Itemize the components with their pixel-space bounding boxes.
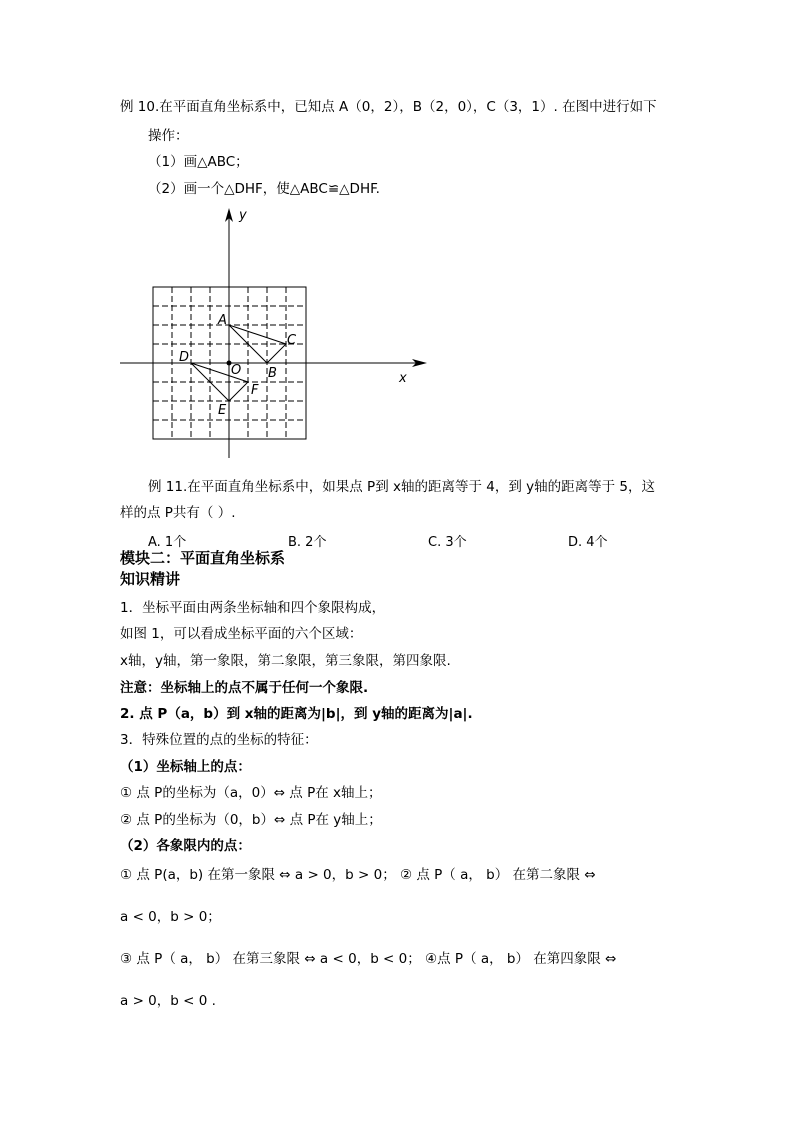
knowledge-p2: 如图 1，可以看成坐标平面的六个区域： [120,626,363,642]
quadrant-line-2: ③ 点 P（ a， b） 在第三象限 ⇔ a < 0，b < 0； ④点 P（ a， b） 在第四象限 ⇔ [120,951,617,967]
knowledge-p1: 1．坐标平面由两条坐标轴和四个象限构成， [120,600,386,616]
condition-2: ② 点 P的坐标为（0，b）⇔ 点 P在 y轴上； [120,812,382,828]
ex10-step1: （1）画△ABC； [148,154,249,170]
quadrant-line-1: ① 点 P(a，b) 在第一象限 ⇔ a > 0，b > 0； ② 点 P（ a， b） 在第二象限 ⇔ [120,867,596,883]
label-d: D [179,350,190,365]
label-e: E [218,403,227,418]
label-b: B [268,366,277,381]
option-d: D. 4个 [568,535,608,550]
knowledge-p3: x轴，y轴，第一象限，第二象限，第三象限，第四象限. [120,653,451,669]
knowledge-note: 注意：坐标轴上的点不属于任何一个象限. [120,680,369,696]
option-b: B. 2个 [288,535,327,550]
quadrant-line-2b: a > 0，b < 0 . [120,993,216,1009]
knowledge-p4: 2. 点 P（a，b）到 x轴的距离为|b|，到 y轴的距离为|a|. [120,706,473,722]
module-title: 模块二：平面直角坐标系 [120,549,286,567]
heading-quadrant-points: （2）各象限内的点： [120,838,251,854]
ex11-line2: 样的点 P共有（ ）. [120,505,236,521]
y-axis-label: y [239,208,247,223]
option-a: A. 1个 [148,535,187,550]
x-axis-label: x [399,371,407,386]
label-f: F [251,383,259,398]
ex10-step2: （2）画一个△DHF，使△ABC≌△DHF. [148,181,380,197]
condition-1: ① 点 P的坐标为（a，0）⇔ 点 P在 x轴上； [120,785,382,801]
label-c: C [287,333,297,348]
quadrant-line-1b: a < 0，b > 0； [120,909,221,925]
ex11-line1: 例 11.在平面直角坐标系中，如果点 P到 x轴的距离等于 4，到 y轴的距离等于 5，这 [148,479,656,495]
heading-axis-points: （1）坐标轴上的点： [120,759,251,775]
label-a: A [218,313,227,328]
coordinate-figure [115,200,435,465]
ex10-line1: 例 10.在平面直角坐标系中，已知点 A（0，2），B（2，0），C（3，1）. 在图中进行如下 [120,99,657,115]
module-subtitle: 知识精讲 [120,570,181,588]
label-o: O [231,363,242,378]
knowledge-p5: 3．特殊位置的点的坐标的特征： [120,732,318,748]
option-c: C. 3个 [428,535,467,550]
ex10-line2: 操作： [148,128,189,144]
